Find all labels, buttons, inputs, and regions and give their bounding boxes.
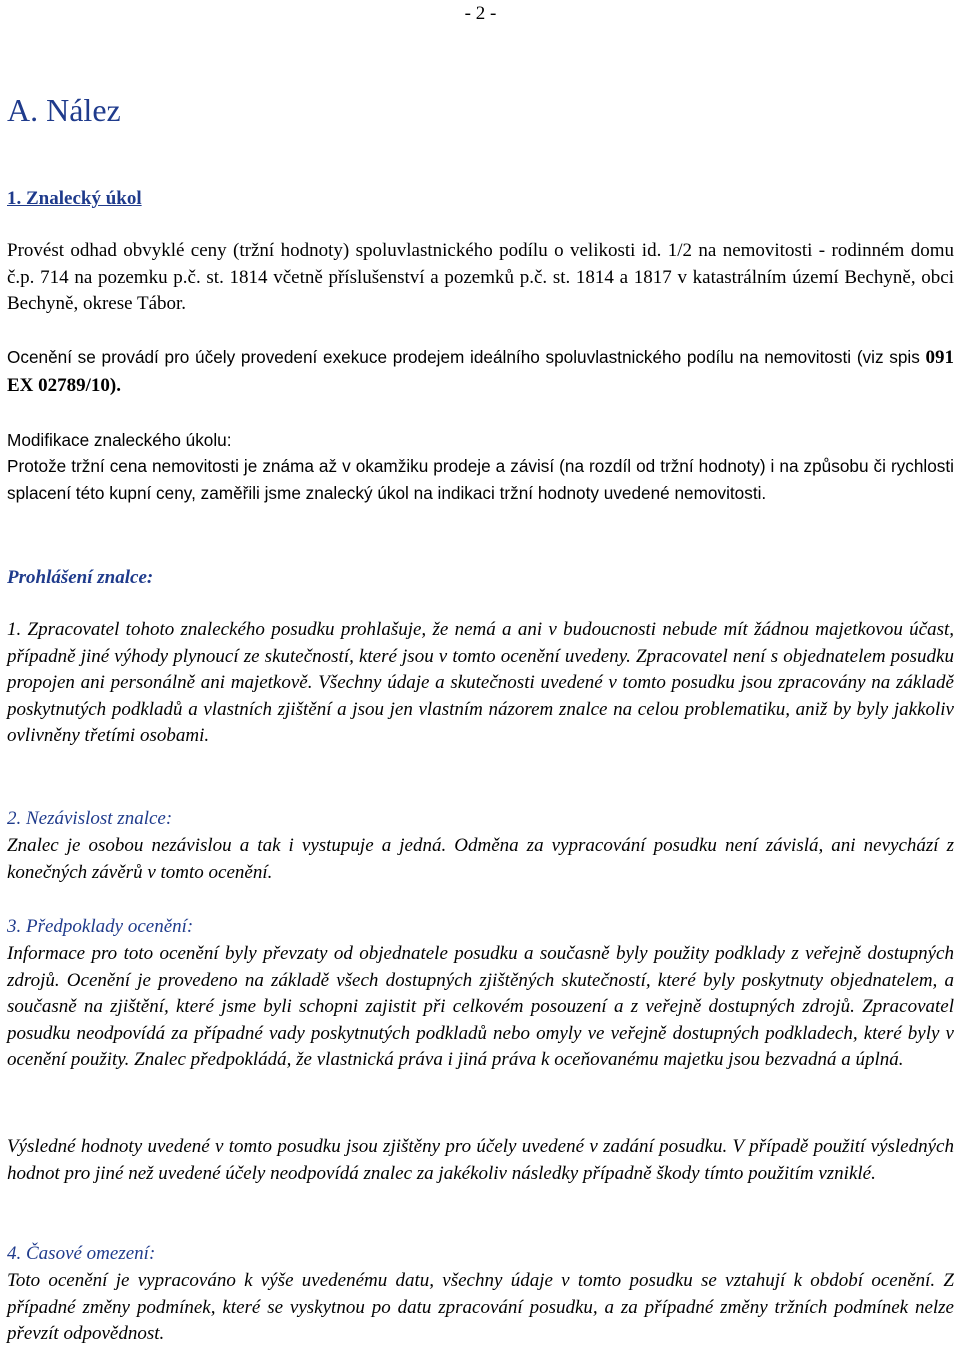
case-reference: 091 EX 02789/10). [7,347,954,396]
heading: A. Nález [7,92,121,128]
declaration-4-title: 4. Časové omezení: [7,1243,156,1264]
page-number: - 2 - [464,3,497,24]
purpose-paragraph [7,344,954,399]
purpose-text: Ocenění se provádí pro účely provedení exekuce prodejem ideálního spoluvlastnického podílu na nemovitosti (viz spis [7,347,926,367]
declaration-4-text: Toto ocenění je vypracováno k výše uvedenému datu, všechny údaje v tomto posudku se vztahují k období ocenění. Z případné změny podmínek, které se vyskytnou po datu zpracování posudku, a za případné změny tržních podmínek nelze převzít odpovědnost. [7,1270,954,1344]
declaration-title: Prohlášení znalce: [7,567,154,588]
task-paragraph: Provést odhad obvyklé ceny (tržní hodnoty) spoluvlastnického podílu o velikosti id. 1/2 na nemovitosti - rodinném domu č.p. 714 na pozemku p.č. st. 1814 včetně příslušenství a pozemků p.č. st. 1814 a 1817 v katastrálním území Bechyně, obci Bechyně, okrese Tábor. [7,240,954,314]
modification-label: Modifikace znaleckého úkolu: [7,430,232,450]
declaration-2-title: 2. Nezávislost znalce: [7,808,173,829]
declaration-3-text2: Výsledné hodnoty uvedené v tomto posudku jsou zjištěny pro účely uvedené v zadání posudku. V případě použití výsledných hodnot pro jiné než uvedené účely neodpovídá znalec za jakékoliv následky případně škody tímto použitím vzniklé. [7,1136,954,1184]
declaration-3-title: 3. Předpoklady ocenění: [7,916,194,937]
declaration-2-text: Znalec je osobou nezávislou a tak i vystupuje a jedná. Odměna za vypracování posudku není závislá, ani nevychází z konečných závěrů v tomto ocenění. [7,835,954,883]
declaration-3-text: Informace pro toto ocenění byly převzaty od objednatele posudku a současně byly použity podklady z veřejně dostupných zdrojů. Ocenění je provedeno na základě všech dostupných zjištěných skutečností, které byly poskytnuty objednatelem, a současně na zjištění, které jsme byli schopni zajistit při celkovém posouzení a z veřejně dostupných zdrojů. Zpracovatel posudku neodpovídá za případné vady poskytnutých podkladů nebo omyly ve veřejně dostupných podkladech, které byly v ocenění použity. Znalec předpokládá, že vlastnická práva i jiná práva k oceňovanému majetku jsou bezvadná a úplná. [7,943,954,1070]
modification-text: Protože tržní cena nemovitosti je známa až v okamžiku prodeje a závisí (na rozdíl od tržní hodnoty) i na způsobu či rychlosti splacení této kupní ceny, zaměřili jsme znalecký úkol na indikaci tržní hodnoty uvedené nemovitosti. [7,456,954,503]
declaration-1: 1. Zpracovatel tohoto znaleckého posudku prohlašuje, že nemá a ani v budoucnosti nebude mít žádnou majetkovou účast, případně jiné výhody plynoucí ze skutečností, které jsou v tomto ocenění uvedeny. Zpracovatel není s objednatelem posudku propojen ani personálně ani majetkově. Všechny údaje a skutečnosti uvedené v tomto posudku jsou zpracovány na základě poskytnutých podkladů a vlastních zjištění a jsou jen vlastním názorem znalce na celou problematiku, aniž by byly jakkoliv ovlivněny třetími osobami. [7,619,954,746]
section-title: 1. Znalecký úkol [7,188,142,209]
